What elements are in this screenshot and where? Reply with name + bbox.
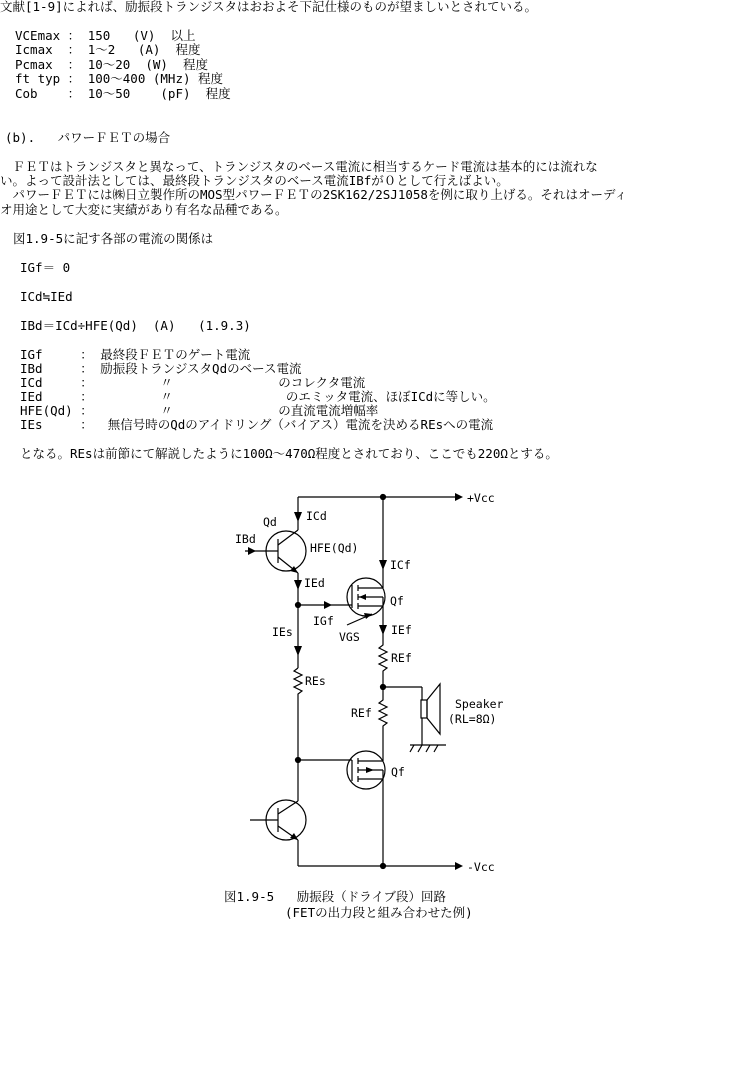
definition-item: IEd ： 〃 のエミッタ電流、ほぼICdに等しい。 [20, 389, 496, 404]
icd-label: ICd [306, 509, 327, 523]
paragraph-line: オ用途として大変に実績があり有名な品種である。 [0, 202, 288, 217]
current-arrow-icon [248, 547, 256, 555]
speaker-label: Speaker [455, 697, 504, 711]
qf-bottom-label: Qf [391, 765, 405, 779]
current-arrow-icon [294, 580, 302, 590]
spec-item: Cob ： 10～50 (pF) 程度 [15, 86, 231, 101]
paragraph-line: い。よって設計法としては、最終段トランジスタのベース電流IBfが０として行えばよい。 [0, 173, 509, 188]
icf-label: ICf [390, 558, 411, 572]
definition-item: IEs ： 無信号時のQdのアイドリング（バイアス）電流を決めるREsへの電流 [20, 417, 494, 432]
arrow-icon [455, 493, 463, 501]
current-arrow-icon [294, 646, 302, 656]
current-arrow-icon [294, 512, 302, 522]
igf-label: IGf [313, 614, 334, 628]
qf-top-label: Qf [390, 594, 404, 608]
current-arrow-icon [379, 625, 387, 635]
vgs-label: VGS [339, 630, 360, 644]
figure-reference: 図1.9-5に記す各部の電流の関係は [13, 231, 214, 246]
transistor-bottom-symbol [250, 800, 306, 840]
equation: ICd≒IEd [20, 289, 73, 304]
definition-item: IGf ： 最終段ＦＥＴのゲート電流 [20, 347, 251, 362]
vcc-positive-label: +Vcc [467, 491, 495, 505]
mosfet-qf-top-symbol [347, 578, 385, 616]
current-arrow-icon [324, 601, 332, 609]
arrow-icon [455, 862, 463, 870]
definition-item: IBd ： 励振段トランジスタQdのベース電流 [20, 361, 302, 376]
qd-label: Qd [263, 515, 277, 529]
vcc-negative-label: -Vcc [467, 860, 495, 874]
definition-item: ICd ： 〃 のコレクタ電流 [20, 375, 366, 390]
ref-bottom-label: REf [351, 706, 372, 720]
equation: IGf＝ 0 [20, 260, 71, 275]
resistor-ref-bottom [379, 687, 387, 758]
paragraph-line: パワーＦＥＴには㈱日立製作所のMOS型パワーＦＥＴの2SK162/2SJ1058を例に取り上げる。それはオーディ [0, 187, 627, 202]
intro-text: 文献[1-9]によれば、励振段トランジスタはおおよそ下記仕様のものが望ましいとされている。 [0, 0, 537, 14]
conclusion-text: となる。REsは前節にて解説したように100Ω～470Ω程度とされており、ここでも220Ωとする。 [20, 446, 558, 461]
ief-label: IEf [391, 623, 412, 637]
spec-item: Pcmax ： 10～20 (W) 程度 [15, 57, 208, 72]
speaker-rl-label: (RL=8Ω) [448, 712, 497, 726]
equation: IBd＝ICd÷HFE(Qd) (A) (1.9.3) [20, 318, 251, 333]
current-arrow-icon [379, 560, 387, 570]
figure-caption-sub: (FETの出力段と組み合わせた例) [285, 905, 473, 920]
ibd-label: IBd [235, 532, 256, 546]
figure-caption: 図1.9-5 励振段（ドライブ段）回路 [224, 889, 446, 904]
mosfet-qf-bottom-symbol [347, 751, 385, 789]
res-label: REs [305, 674, 326, 688]
paragraph-line: ＦＥＴはトランジスタと異なって、トランジスタのベース電流に相当するケード電流は基本的には流れな [0, 159, 598, 174]
speaker-symbol [383, 684, 446, 752]
ref-top-label: REf [391, 651, 412, 665]
spec-item: Icmax ： 1～2 (A) 程度 [15, 42, 201, 57]
hfe-label: HFE(Qd) [310, 541, 359, 555]
spec-item: ft typ ： 100～400 (MHz) 程度 [15, 71, 224, 86]
spec-item: VCEmax ： 150 (V) 以上 [15, 28, 196, 43]
section-heading: (b). パワーＦＥＴの場合 [5, 130, 171, 145]
ied-label: IEd [304, 576, 325, 590]
resistor-ref-top [379, 640, 387, 687]
resistor-res [294, 668, 302, 760]
definition-item: HFE(Qd) ： 〃 の直流電流増幅率 [20, 403, 379, 418]
ies-label: IEs [272, 625, 293, 639]
